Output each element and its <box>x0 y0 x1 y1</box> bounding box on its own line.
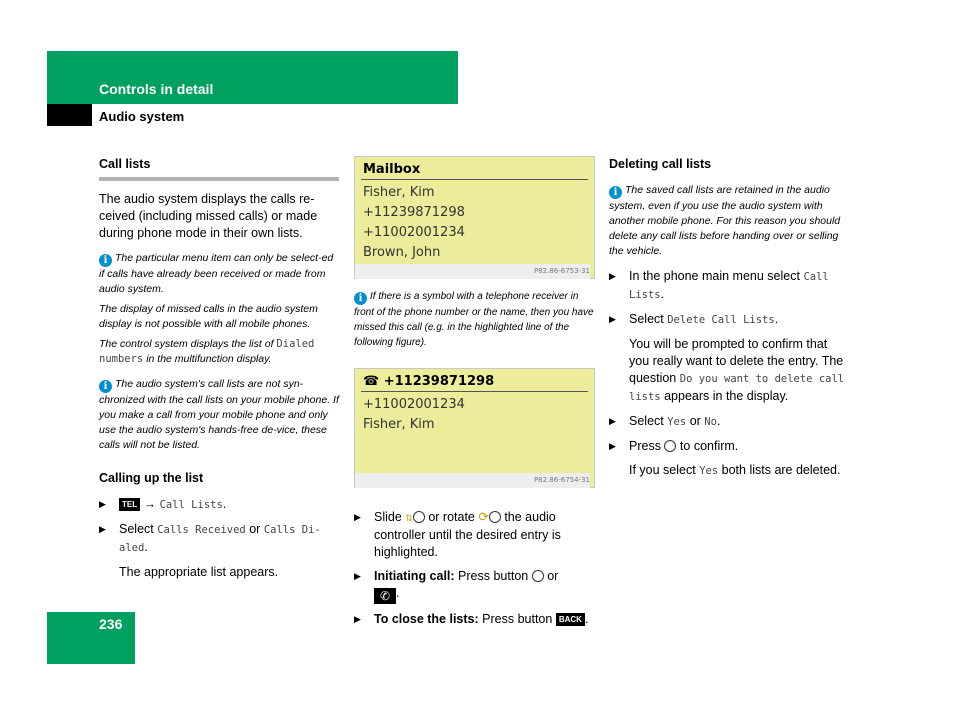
display-row: Fisher, Kim <box>363 417 435 432</box>
info-icon: i <box>99 254 112 267</box>
figure-reference: P82.86-6754-31 <box>355 473 590 488</box>
result-deleted-text: If you select Yes both lists are deleted. <box>629 463 841 477</box>
press-button-icon <box>664 440 676 452</box>
page-number: 236 <box>99 616 123 632</box>
display-row: +11002001234 <box>363 225 465 240</box>
column-3 <box>609 156 849 480</box>
heading-rule <box>99 177 339 181</box>
phone-key-icon: ✆ <box>374 588 396 604</box>
result-text: The appropriate list appears. <box>119 565 279 579</box>
step-arrow-icon: ▶ <box>354 571 361 581</box>
back-key-icon: BACK <box>556 613 585 626</box>
display-row: +11002001234 <box>363 397 465 412</box>
confirm-prompt-text: You will be prompted to confirm that you really want to delete the entry. The question Do you want to delete call lists appears in the display. <box>629 337 845 403</box>
step-arrow-icon: ▶ <box>609 271 616 281</box>
info-note-3: The control system displays the list of Dialed numbers in the multifunction display. <box>99 338 315 365</box>
info-icon: i <box>99 380 112 393</box>
step-close-lists: ▶ To close the lists: Press button BACK . <box>354 612 589 626</box>
step-arrow-icon: ▶ <box>609 441 616 451</box>
display-row: +11239871298 <box>363 205 465 220</box>
display-missed-call <box>354 368 595 488</box>
info-icon: i <box>354 292 367 305</box>
delete-info-note: i The saved call lists are retained in the audio system, even if you use the audio system with another mobile phone. For this reason you should delete any call lists before handing over or selling the vehicle. <box>609 184 841 257</box>
slide-arrows-icon: ⇅ <box>405 513 413 523</box>
display-title: Mailbox <box>361 157 588 180</box>
step-select-delete: ▶ Select Delete Call Lists. <box>609 312 779 326</box>
step-arrow-icon: ▶ <box>354 614 361 624</box>
figure-reference: P82.86-6753-31 <box>355 264 590 279</box>
header-tab-marker <box>47 104 92 126</box>
step-select-entry: ▶ Slide ⇅ or rotate ⟳ the audio controller until the desired entry is highlighted. <box>354 510 561 559</box>
calling-heading: Calling up the list <box>99 471 204 485</box>
step-select-yes-no: ▶ Select Yes or No. <box>609 414 721 428</box>
display-mailbox <box>354 156 595 279</box>
call-lists-heading: Call lists <box>99 157 151 171</box>
step-initiating-call: ▶ Initiating call: Press button or ✆ . <box>354 569 559 603</box>
controller-icon <box>489 511 501 523</box>
intro-text: The audio system displays the calls re-ceived (including missed calls) or made during phone mode in their own lists. <box>99 192 318 240</box>
column-2 <box>354 156 594 628</box>
step-arrow-icon: ▶ <box>609 416 616 426</box>
step-arrow-icon: ▶ <box>354 512 361 522</box>
info-note-2: The display of missed calls in the audio system display is not possible with all mobile phones. <box>99 303 318 330</box>
step-arrow-icon: ▶ <box>99 499 106 509</box>
subsection-title: Audio system <box>99 109 185 124</box>
step-select-list: ▶ Select Calls Received or Calls Di-aled. <box>99 522 321 554</box>
info-note-4: i The audio system's call lists are not syn-chronized with the call lists on your mobile phone. If you make a call from your mobile phone and only use the audio system's hands-free de-vice, these calls will not be listed. <box>99 378 339 451</box>
step-arrow-icon: ▶ <box>609 314 616 324</box>
display-row: Fisher, Kim <box>363 185 435 200</box>
tel-key-icon: TEL <box>119 498 140 511</box>
step-arrow-icon: ▶ <box>99 524 106 534</box>
section-title: Controls in detail <box>99 81 214 97</box>
step-open-call-lists: ▶ TEL → Call Lists. <box>99 497 227 511</box>
controller-icon <box>413 511 425 523</box>
step-select-call-lists: ▶ In the phone main menu select Call Lists. <box>609 269 829 301</box>
highlighted-entry: ☎ +11239871298 <box>361 369 588 392</box>
info-note-1: i The particular menu item can only be select-ed if calls have already been received or made from audio system. <box>99 252 334 295</box>
display-row: Brown, John <box>363 245 441 260</box>
info-icon: i <box>609 186 622 199</box>
rotate-icon: ⟳ <box>478 510 489 524</box>
phone-receiver-icon: ☎ <box>363 374 380 389</box>
missed-call-note: i If there is a symbol with a telephone receiver in front of the phone number or the name, then you have missed this call (e.g. in the highlighted line of the following figure). <box>354 291 594 348</box>
press-button-icon <box>532 570 544 582</box>
deleting-heading: Deleting call lists <box>609 157 712 171</box>
column-1 <box>99 156 339 581</box>
step-press-confirm: ▶ Press to confirm. <box>609 439 739 453</box>
